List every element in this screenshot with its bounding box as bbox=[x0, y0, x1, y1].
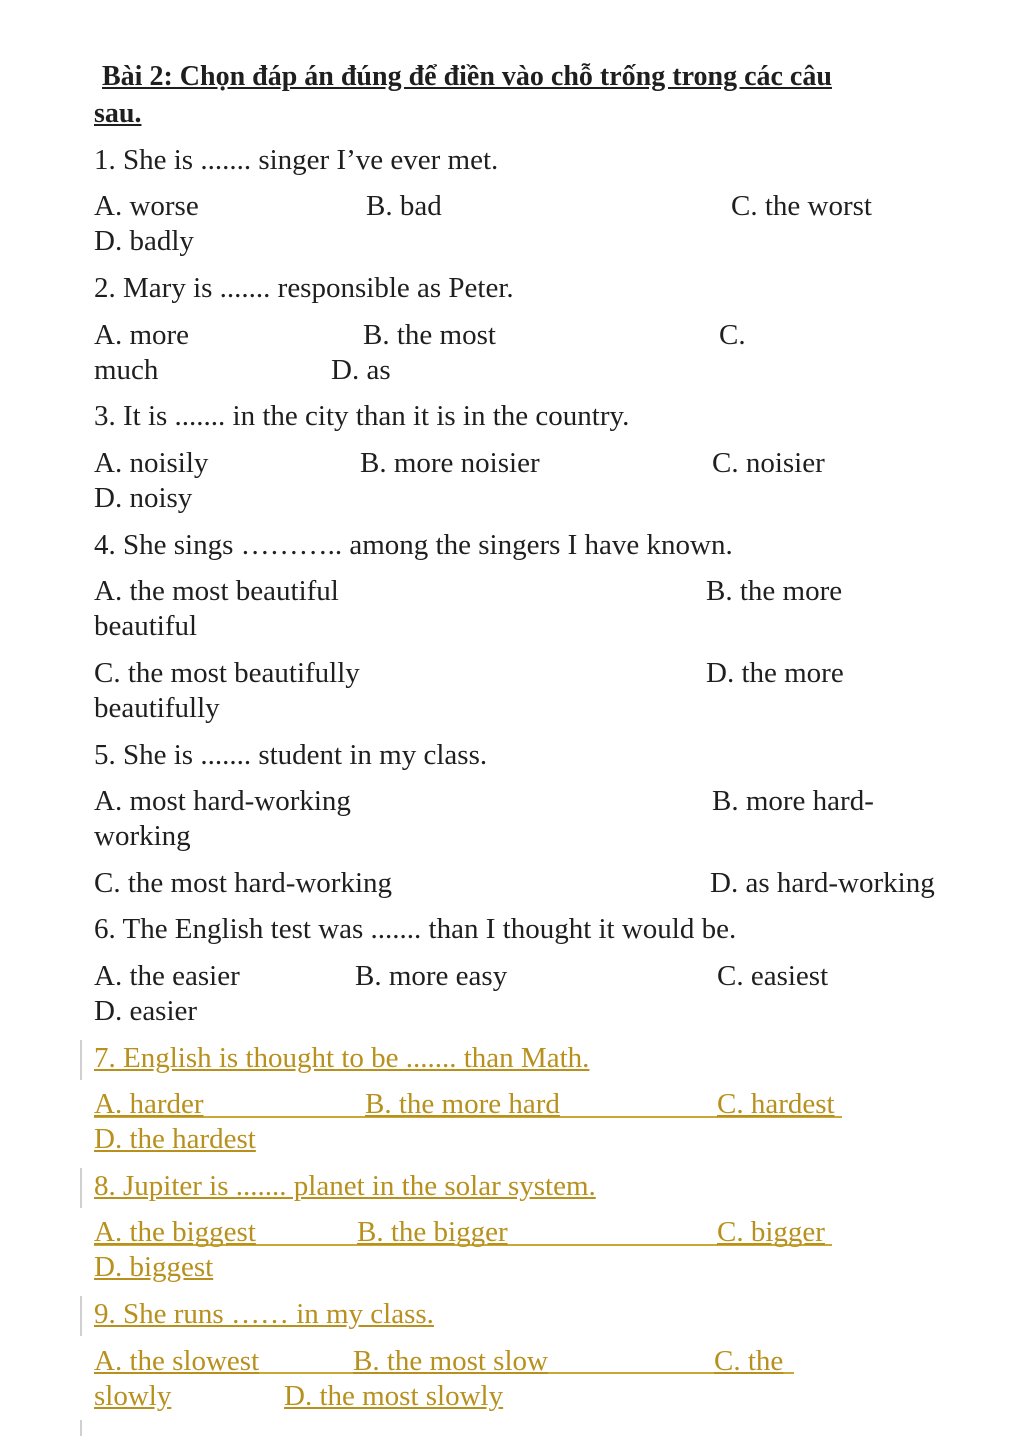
question-7-option-a: A. harder bbox=[94, 1088, 204, 1120]
question-3-stem: 3. It is ....... in the city than it is in the country. bbox=[94, 400, 630, 432]
question-2-option-c: C. bbox=[719, 319, 746, 351]
question-5-stem: 5. She is ....... student in my class. bbox=[94, 739, 488, 771]
question-3-option-c: C. noisier bbox=[712, 447, 825, 479]
question-4-option-d: D. the more bbox=[706, 657, 844, 689]
question-2-option-c-cont: much bbox=[94, 354, 159, 386]
question-9-option-a: A. the slowest bbox=[94, 1345, 260, 1377]
question-8-option-d: D. biggest bbox=[94, 1251, 214, 1283]
question-4-option-b-cont: beautiful bbox=[94, 610, 198, 642]
question-2-stem: 2. Mary is ....... responsible as Peter. bbox=[94, 272, 514, 304]
exercise-title-line2: sau. bbox=[94, 98, 142, 129]
question-9-option-b: B. the most slow bbox=[353, 1345, 548, 1377]
question-9-option-c-cont: slowly bbox=[94, 1380, 172, 1412]
question-6-option-c: C. easiest bbox=[717, 960, 829, 992]
question-2-option-a: A. more bbox=[94, 319, 190, 351]
question-8-stem: 8. Jupiter is ....... planet in the solar system. bbox=[94, 1170, 596, 1202]
revision-bar bbox=[80, 1040, 82, 1080]
question-5-option-c: C. the most hard-working bbox=[94, 867, 393, 899]
question-1-option-a: A. worse bbox=[94, 190, 199, 222]
question-8-option-c: C. bigger bbox=[717, 1216, 825, 1248]
exercise-title-line1: Bài 2: Chọn đáp án đúng để điền vào chỗ trống trong các câu bbox=[102, 61, 832, 92]
question-3-option-d: D. noisy bbox=[94, 482, 193, 514]
question-3-option-b: B. more noisier bbox=[360, 447, 540, 479]
question-3-option-a: A. noisily bbox=[94, 447, 209, 479]
revision-bar bbox=[80, 1420, 82, 1436]
question-9-option-d: D. the most slowly bbox=[284, 1380, 504, 1412]
question-7-stem: 7. English is thought to be ....... than Math. bbox=[94, 1042, 590, 1074]
question-6-stem: 6. The English test was ....... than I thought it would be. bbox=[94, 913, 737, 945]
question-7-option-c: C. hardest bbox=[717, 1088, 835, 1120]
question-6-option-b: B. more easy bbox=[355, 960, 508, 992]
question-4-option-a: A. the most beautiful bbox=[94, 575, 339, 607]
question-1-option-b: B. bad bbox=[366, 190, 442, 222]
question-2-option-b: B. the most bbox=[363, 319, 496, 351]
question-4-option-c: C. the most beautifully bbox=[94, 657, 360, 689]
revision-bar bbox=[80, 1168, 82, 1208]
question-5-option-d: D. as hard-working bbox=[710, 867, 935, 899]
question-4-option-d-cont: beautifully bbox=[94, 692, 220, 724]
question-5-option-a: A. most hard-working bbox=[94, 785, 351, 817]
question-6-option-d: D. easier bbox=[94, 995, 198, 1027]
question-1-option-c: C. the worst bbox=[731, 190, 872, 222]
question-6-option-a: A. the easier bbox=[94, 960, 240, 992]
question-9-option-c: C. the bbox=[714, 1345, 784, 1377]
question-5-option-b-cont: working bbox=[94, 820, 191, 852]
revision-bar bbox=[80, 1296, 82, 1336]
question-4-option-b: B. the more bbox=[706, 575, 843, 607]
question-2-option-d: D. as bbox=[331, 354, 391, 386]
question-9-stem: 9. She runs …… in my class. bbox=[94, 1298, 434, 1330]
question-1-option-d: D. badly bbox=[94, 225, 194, 257]
question-5-option-b: B. more hard- bbox=[712, 785, 874, 817]
question-8-option-b: B. the bigger bbox=[357, 1216, 508, 1248]
question-8-option-a: A. the biggest bbox=[94, 1216, 256, 1248]
question-4-stem: 4. She sings ……….. among the singers I have known. bbox=[94, 529, 733, 561]
question-7-option-b: B. the more hard bbox=[365, 1088, 560, 1120]
question-1-stem: 1. She is ....... singer I’ve ever met. bbox=[94, 144, 499, 176]
question-7-option-d: D. the hardest bbox=[94, 1123, 256, 1155]
